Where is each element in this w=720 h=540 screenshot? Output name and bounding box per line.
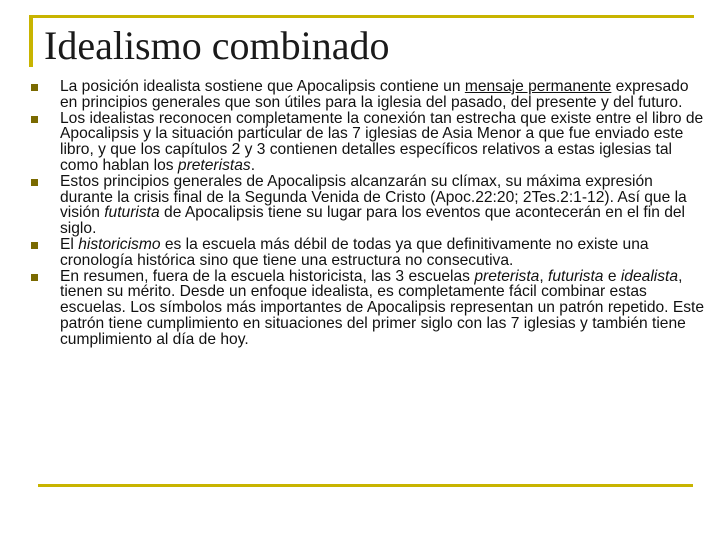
square-bullet-icon bbox=[31, 84, 38, 91]
square-bullet-icon bbox=[31, 274, 38, 281]
square-bullet-icon bbox=[31, 116, 38, 123]
bullet-text: El bbox=[60, 235, 79, 253]
bullet-text: La posición idealista sostiene que Apocalipsis contiene un bbox=[60, 78, 465, 95]
bullet-item-2 bbox=[30, 111, 710, 174]
bullet-item-4 bbox=[30, 237, 710, 269]
square-bullet-icon bbox=[31, 242, 38, 249]
underlined-phrase: mensaje permanente bbox=[464, 78, 612, 95]
bullet-text: En resumen, fuera de la escuela historicista, las 3 escuelas bbox=[60, 267, 475, 285]
bullet-text: Los idealistas reconocen completamente la conexión tan estrecha que existe entre el libro de Apocalipsis y la situación particular de las 7 iglesias de Asia Menor a que fue enviado este libro, y que los capítulos 2 y 3 contienen detalles específicos relativos a estas iglesias tal como hablan los bbox=[60, 109, 704, 174]
italic-term: idealista bbox=[620, 267, 679, 285]
slide-title: Idealismo combinado bbox=[44, 23, 390, 68]
square-bullet-icon bbox=[31, 179, 38, 186]
italic-term: futurista bbox=[548, 267, 604, 285]
italic-term: preteristas bbox=[177, 156, 251, 174]
bullet-item-3 bbox=[30, 174, 710, 237]
title-accent-vertical-line bbox=[29, 15, 33, 67]
bullet-text: de Apocalipsis tiene su lugar para los eventos que acontecerán en el fin del siglo. bbox=[60, 204, 686, 238]
bullet-text: . bbox=[250, 156, 256, 174]
bullet-text: e bbox=[603, 267, 621, 285]
title-accent-top-line bbox=[29, 15, 694, 18]
bullet-text: , tienen su mérito. Desde un enfoque idealista, es completamente fácil combinar estas escuelas. Los símbolos más importantes de Apocalipsis representan un patrón repetido. Este patrón tiene cumplimiento en situaciones del primer siglo con las 7 iglesias y también tiene cumplimiento al día de hoy. bbox=[60, 267, 705, 348]
bullet-item-5 bbox=[30, 269, 710, 348]
bullet-text: es la escuela más débil de todas ya que definitivamente no existe una cronología histórica sino que tiene una estructura no consecutiva. bbox=[60, 235, 649, 269]
footer-accent-line bbox=[38, 484, 693, 487]
italic-term: futurista bbox=[104, 204, 160, 222]
bullet-list bbox=[30, 79, 710, 348]
bullet-text: expresado en principios generales que son útiles para la iglesia del pasado, del presente y del futuro. bbox=[60, 78, 689, 111]
bullet-text: , bbox=[539, 267, 549, 285]
italic-term: preterista bbox=[474, 267, 540, 285]
italic-term: historicismo bbox=[78, 235, 161, 253]
bullet-text: Estos principios generales de Apocalipsis alcanzarán su clímax, su máxima expresión durante la crisis final de la Segunda Venida de Cristo (Apoc.22:20; 2Tes.2:1-12). Así que la visión bbox=[60, 172, 687, 222]
bullet-item-1 bbox=[30, 79, 710, 111]
